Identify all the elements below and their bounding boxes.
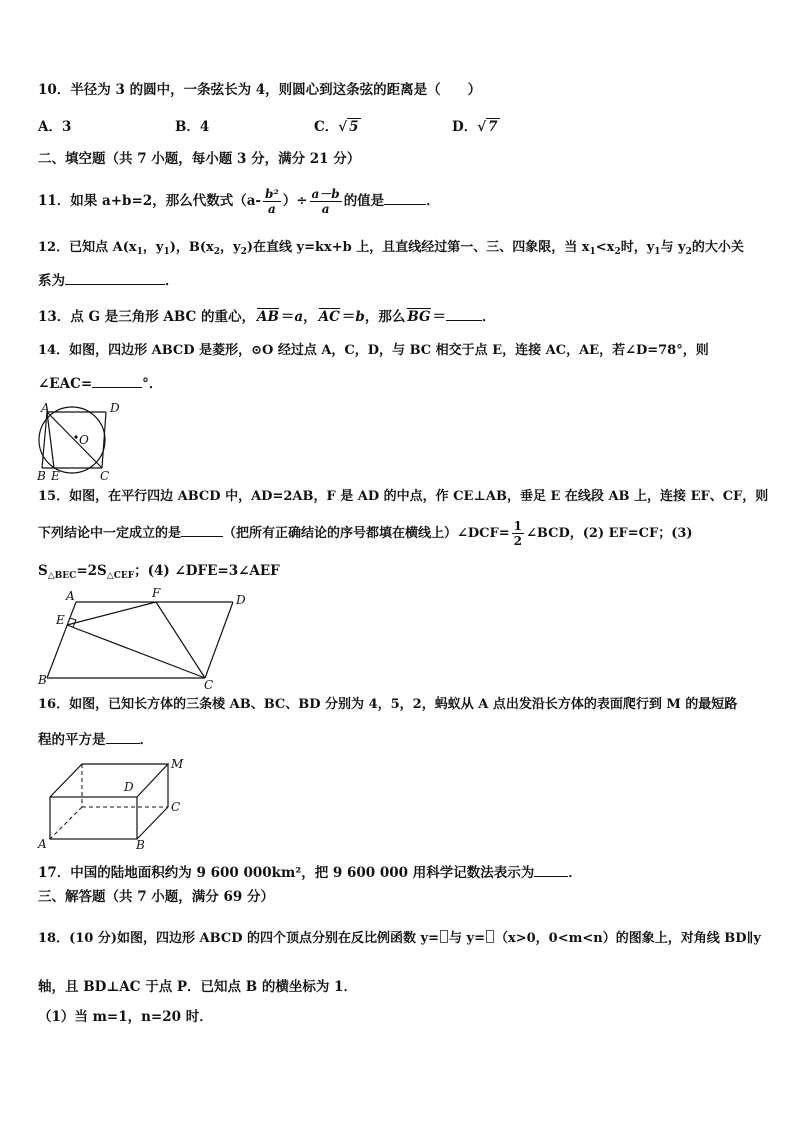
q12-text: 的大小关 [691, 240, 744, 255]
q12-text: )，B(x [169, 240, 214, 255]
q16-figure [32, 755, 192, 855]
q14-line2 [38, 373, 162, 394]
q10-options [38, 117, 758, 139]
q15-line3 [38, 561, 280, 586]
label-m: M [171, 757, 184, 771]
label-b: B [136, 838, 145, 852]
q18-text: 与 y= [448, 931, 485, 946]
q13-answer-blank[interactable] [446, 306, 482, 321]
right-bottom-edge [137, 807, 168, 839]
label-c: C [204, 678, 214, 690]
q12-text: <x [595, 240, 615, 255]
top-face [50, 764, 168, 797]
q11-pre: 11．如果 a+b=2，那么代数式（a- [38, 193, 262, 209]
q11-frac1-num: b² [265, 187, 279, 201]
q11-mid: ）÷ [282, 193, 308, 209]
q15-figure [30, 585, 265, 690]
q16-text: 程的平方是 [38, 732, 106, 748]
q13-text: ， [303, 309, 317, 325]
q14-text: ∠EAC= [38, 376, 93, 392]
q17-answer-blank[interactable] [534, 862, 568, 877]
q12-text: 时，y [620, 240, 655, 255]
label-a: A [66, 589, 75, 603]
q11-frac1-den: a [267, 202, 276, 216]
frac-num: 1 [513, 519, 523, 533]
vector-ab: AB [257, 309, 279, 325]
label-b: B [38, 673, 47, 687]
q13-text: ＝ [341, 309, 356, 325]
q10-option-d[interactable] [452, 117, 500, 137]
label-c: C [171, 800, 181, 814]
q15-text: （把所有正确结论的序号都填在横线上）∠DCF= [223, 526, 510, 541]
q13-text: ＝ [432, 309, 447, 325]
q15-text: ∠BCD，(2) EF=CF；(3) [526, 526, 693, 541]
q10-option-b[interactable]: B．4 [175, 119, 210, 135]
q15-line1: 15．如图，在平行四边 ABCD 中，AD=2AB，F 是 AD 的中点，作 CE⊥AB，垂足 E 在线段 AB 上，连接 EF、CF，则 [38, 489, 769, 504]
q18-text: 18．(10 分)如图，四边形 ABCD 的四个顶点分别在反比例函数 y= [38, 931, 439, 946]
q15-text: 下列结论中一定成立的是 [38, 526, 182, 541]
q10-option-d-radicand: 7 [488, 119, 498, 135]
hidden-edge-3 [50, 807, 82, 839]
label-a: A [38, 837, 47, 851]
missing-formula-icon [486, 930, 494, 943]
vector-b: b [355, 309, 365, 325]
q13-text: 13．点 G 是三角形 ABC 的重心， [38, 309, 255, 325]
q18-line3: （1）当 m=1，n=20 时． [38, 1009, 213, 1025]
vector-bg: BG [407, 309, 431, 325]
q15-fraction-half [512, 519, 524, 548]
q11-post: 的值是 [343, 193, 385, 209]
q10-option-c[interactable] [314, 117, 361, 137]
q10-option-d-label: D． [452, 119, 478, 135]
q11-answer-blank[interactable] [384, 190, 426, 205]
q15-text: =2S [76, 563, 107, 579]
segment-ae [47, 412, 54, 468]
q18-line1 [38, 929, 761, 949]
front-face [50, 797, 137, 839]
q16-line1: 16．如图，已知长方体的三条棱 AB、BC、BD 分别为 4，5，2，蚂蚁从 A 点出发沿长方体的表面爬行到 M 的最短路 [38, 697, 738, 712]
subscript: 1 [136, 247, 143, 257]
q12-answer-blank[interactable] [65, 270, 165, 285]
vector-a: a [294, 309, 304, 325]
label-c: C [100, 469, 110, 483]
q18-text: （x>0，0<m<n）的图象上，对角线 BD∥y [494, 931, 761, 946]
segment-cf [156, 602, 205, 678]
q10-option-c-label: C． [314, 119, 339, 135]
q12-text: ，y [220, 240, 241, 255]
q11-frac2-num: a－b [311, 187, 340, 201]
q12-text: 与 y [660, 240, 686, 255]
sqrt-symbol: √ 7 [477, 119, 498, 135]
q11-fraction-2 [310, 187, 342, 216]
q10-option-a[interactable]: A．3 [38, 119, 72, 135]
q14-line1: 14．如图，四边形 ABCD 是菱形，⊙O 经过点 A，C，D，与 BC 相交于点 E，连接 AC，AE，若∠D=78°，则 [38, 343, 709, 358]
q13-end: ． [482, 309, 496, 325]
q11 [38, 183, 440, 219]
q12-text: 系为 [38, 273, 65, 289]
segment-ce [67, 625, 205, 678]
section2-heading: 二、填空题（共 7 小题，每小题 3 分，满分 21 分） [38, 151, 361, 167]
frac-den: 2 [513, 534, 523, 548]
label-f: F [152, 586, 161, 600]
subscript: 1 [654, 247, 661, 257]
q12-text: )在直线 y=kx+b 上，且直线经过第一、三、四象限，当 x [246, 240, 590, 255]
subscript: 1 [163, 247, 170, 257]
q14-text: °． [142, 376, 163, 392]
q12-end: ． [165, 273, 179, 289]
q12-line2 [38, 270, 179, 291]
label-d: D [110, 401, 120, 415]
q16-line2 [38, 729, 153, 750]
q15-line2 [38, 516, 693, 552]
q14-figure [30, 400, 130, 485]
subscript: 1 [589, 247, 596, 257]
subscript: 2 [240, 247, 247, 257]
q17-end: ． [568, 865, 582, 881]
subscript: 2 [685, 247, 692, 257]
subscript: 2 [213, 247, 221, 257]
label-a: A [41, 401, 50, 415]
q11-end: ． [426, 193, 440, 209]
q11-fraction-1 [263, 187, 281, 216]
missing-formula-icon [440, 930, 448, 943]
q17-text: 17．中国的陆地面积约为 9 600 000km²，把 9 600 000 用科学记数法表示为 [38, 865, 535, 881]
sqrt-symbol: √ 5 [338, 119, 359, 135]
q12-line1 [38, 238, 744, 262]
subscript: 2 [614, 247, 621, 257]
q10-stem: 10．半径为 3 的圆中，一条弦长为 4，则圆心到这条弦的距离是（ ） [38, 82, 482, 98]
point-o [74, 435, 77, 438]
q18-line2: 轴，且 BD⊥AC 于点 P．已知点 B 的横坐标为 1． [38, 979, 357, 995]
section3-heading: 三、解答题（共 7 小题，满分 69 分） [38, 889, 274, 905]
q10-option-c-radicand: 5 [349, 119, 359, 135]
circle-o [39, 407, 105, 473]
segment-ef [67, 602, 156, 625]
subscript: △CEF [106, 571, 135, 581]
q12-text: ，y [142, 240, 164, 255]
segment-dc [205, 602, 233, 678]
segment-ab [42, 412, 47, 468]
q15-answer-blank[interactable] [181, 522, 223, 537]
subscript: △BEC [47, 571, 77, 581]
q16-answer-blank[interactable] [106, 729, 140, 744]
q11-frac2-den: a [321, 202, 330, 216]
vector-ac: AC [318, 309, 340, 325]
label-d: D [236, 593, 246, 607]
segment-ac [47, 412, 102, 468]
label-e: E [56, 613, 65, 627]
q16-end: ． [139, 732, 153, 748]
q15-text: S [38, 563, 48, 579]
q14-answer-blank[interactable] [92, 373, 142, 388]
q17 [38, 862, 582, 883]
label-o: O [79, 433, 89, 447]
q12-text: 12．已知点 A(x [38, 240, 137, 255]
q13-text: ＝ [280, 309, 295, 325]
q13-text: ，那么 [364, 309, 406, 325]
q15-text: ；(4) ∠DFE=3∠AEF [134, 563, 280, 579]
label-d: D [124, 780, 134, 794]
label-e: E [51, 469, 60, 483]
right-angle-mark [70, 618, 76, 627]
label-b: B [37, 469, 46, 483]
q13 [38, 306, 496, 327]
